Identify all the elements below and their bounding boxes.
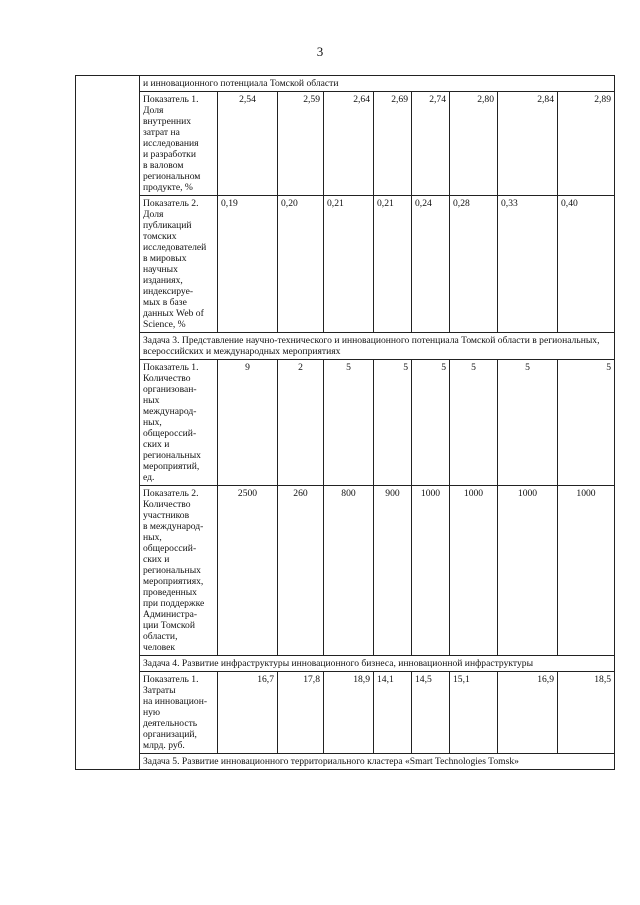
indicator-value: 2,69 xyxy=(374,92,412,196)
indicator-value: 18,5 xyxy=(558,672,615,754)
table-row xyxy=(76,486,615,656)
indicator-value: 1000 xyxy=(558,486,615,656)
indicator-value: 2,89 xyxy=(558,92,615,196)
task-text: Задача 5. Развитие инновационного территориального кластера «Smart Technologies Tomsk» xyxy=(140,754,615,770)
indicator-value: 2,74 xyxy=(412,92,450,196)
indicator-value: 5 xyxy=(558,360,615,486)
indicator-value: 0,40 xyxy=(558,196,615,333)
indicator-label: Показатель 2. Количество участников в международ- ных, общероссий- ских и региональных мероприятиях, проведенных при поддержке Администра- ции Томской области, человек xyxy=(140,486,218,656)
header-continuation-text: и инновационного потенциала Томской области xyxy=(140,76,615,92)
indicator-value: 15,1 xyxy=(450,672,498,754)
indicator-value: 0,28 xyxy=(450,196,498,333)
indicator-value: 0,33 xyxy=(498,196,558,333)
indicator-label: Показатель 2. Доля публикаций томских исследователей в мировых научных изданиях, индексируе- мых в базе данных Web of Science, % xyxy=(140,196,218,333)
indicator-value: 900 xyxy=(374,486,412,656)
left-blank-column xyxy=(76,76,140,770)
indicator-value: 800 xyxy=(324,486,374,656)
indicator-value: 2,80 xyxy=(450,92,498,196)
indicator-value: 0,21 xyxy=(374,196,412,333)
indicators-table xyxy=(75,75,615,770)
indicator-value: 5 xyxy=(412,360,450,486)
indicator-value: 18,9 xyxy=(324,672,374,754)
table-row xyxy=(76,196,615,333)
indicator-value: 2,59 xyxy=(278,92,324,196)
indicator-value: 1000 xyxy=(498,486,558,656)
page-number: 3 xyxy=(316,44,324,59)
indicator-value: 0,21 xyxy=(324,196,374,333)
indicator-value: 2,84 xyxy=(498,92,558,196)
indicator-value: 2 xyxy=(278,360,324,486)
task-row xyxy=(76,656,615,672)
indicator-label: Показатель 1. Доля внутренних затрат на исследования и разработки в валовом региональном продукте, % xyxy=(140,92,218,196)
table-row xyxy=(76,360,615,486)
indicator-value: 1000 xyxy=(412,486,450,656)
indicator-value: 14,1 xyxy=(374,672,412,754)
header-continuation-row xyxy=(76,76,615,92)
indicator-value: 1000 xyxy=(450,486,498,656)
indicator-label: Показатель 1. Количество организован- ных международ- ных, общероссий- ских и региональных мероприятий, ед. xyxy=(140,360,218,486)
task-text: Задача 3. Представление научно-технического и инновационного потенциала Томской области в региональных, всероссийских и международных мероприятиях xyxy=(140,333,615,360)
task-row xyxy=(76,333,615,360)
indicator-value: 16,7 xyxy=(218,672,278,754)
indicator-value: 5 xyxy=(324,360,374,486)
indicator-value: 0,19 xyxy=(218,196,278,333)
table-row xyxy=(76,672,615,754)
indicator-value: 260 xyxy=(278,486,324,656)
indicator-value: 0,24 xyxy=(412,196,450,333)
indicator-value: 2,64 xyxy=(324,92,374,196)
indicator-label: Показатель 1. Затраты на инновацион- ную деятельность организаций, млрд. руб. xyxy=(140,672,218,754)
indicator-value: 5 xyxy=(498,360,558,486)
indicator-value: 5 xyxy=(450,360,498,486)
indicator-value: 14,5 xyxy=(412,672,450,754)
indicator-value: 2,54 xyxy=(218,92,278,196)
indicator-value: 17,8 xyxy=(278,672,324,754)
indicator-value: 2500 xyxy=(218,486,278,656)
indicator-value: 16,9 xyxy=(498,672,558,754)
table-row xyxy=(76,92,615,196)
task-text: Задача 4. Развитие инфраструктуры инновационного бизнеса, инновационной инфраструктуры xyxy=(140,656,615,672)
indicator-value: 9 xyxy=(218,360,278,486)
indicator-value: 0,20 xyxy=(278,196,324,333)
task-row xyxy=(76,754,615,770)
indicator-value: 5 xyxy=(374,360,412,486)
